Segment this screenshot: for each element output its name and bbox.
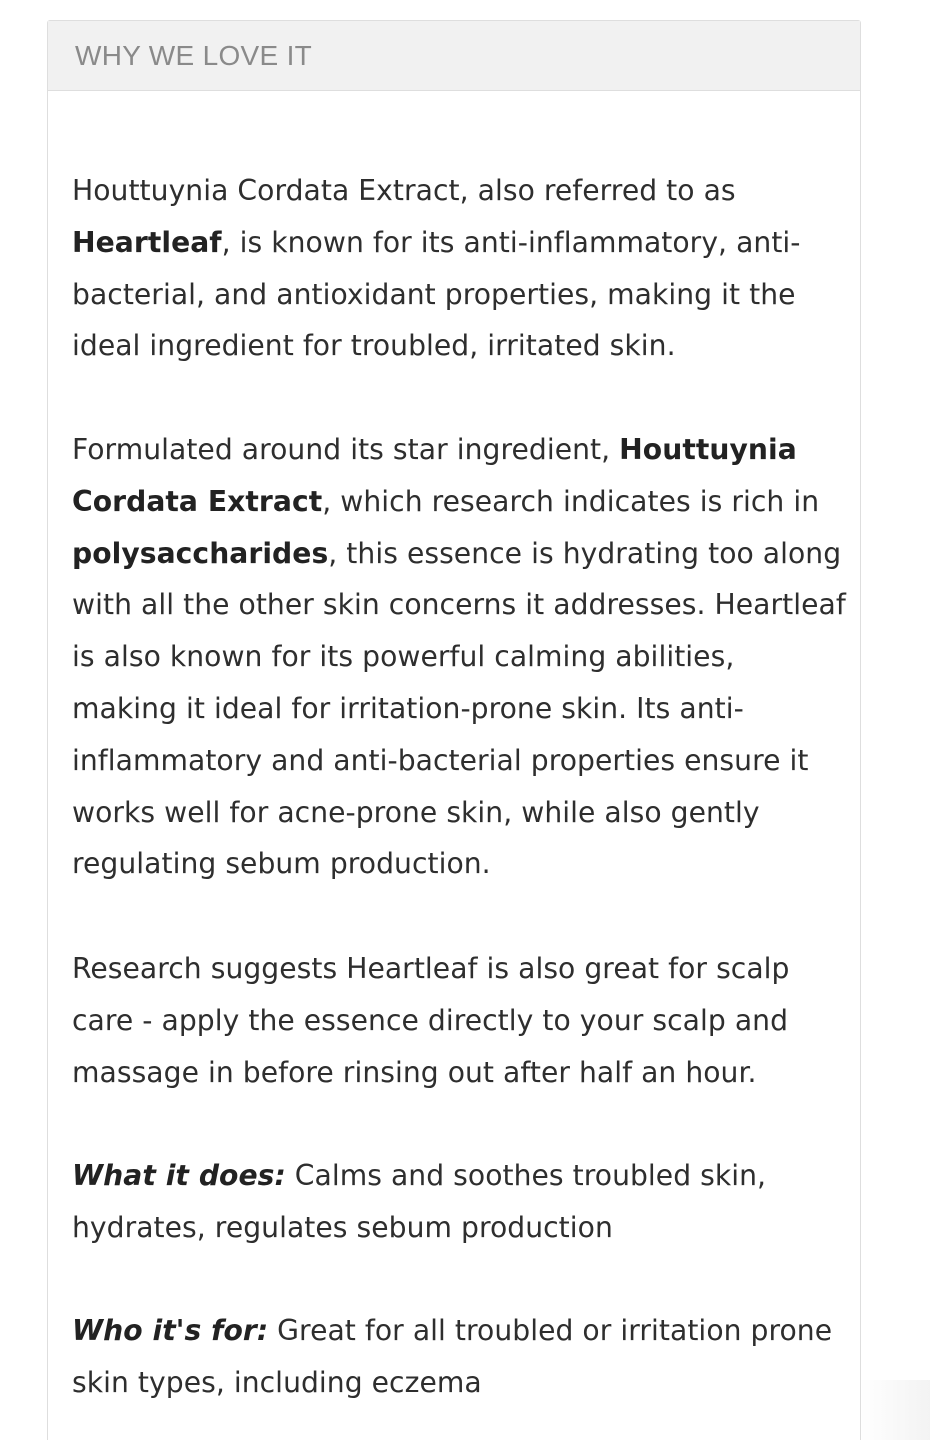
description-paragraph-1 [72, 165, 848, 372]
who-its-for-label: Who it's for: [72, 1314, 269, 1347]
page-edge-shadow [860, 1380, 930, 1440]
what-it-does-paragraph [72, 1150, 848, 1254]
bold-polysaccharides: polysaccharides [72, 536, 329, 570]
why-we-love-it-panel [47, 20, 861, 1440]
panel-header[interactable] [48, 21, 860, 91]
description-paragraph-2 [72, 424, 848, 890]
panel-title: WHY WE LOVE IT [75, 39, 313, 71]
bold-heartleaf: Heartleaf [72, 225, 222, 259]
who-its-for-text: Great for all troubled or irritation prone skin types, including eczema [72, 1314, 833, 1399]
description-paragraph-3: Research suggests Heartleaf is also great for scalp care - apply the essence directly to your scalp and massage in before rinsing out after half an hour. [72, 952, 790, 1089]
who-its-for-paragraph [72, 1305, 848, 1409]
text-segment: Houttuynia Cordata Extract, also referred to as [72, 174, 736, 207]
text-segment: Formulated around its star ingredient, [72, 433, 620, 466]
what-it-does-label: What it does: [72, 1159, 286, 1192]
what-it-does-text: Calms and soothes troubled skin, hydrates, regulates sebum production [72, 1159, 767, 1244]
text-segment: , is known for its anti-inflammatory, anti-bacterial, and antioxidant properties, making it the ideal ingredient for troubled, irritated skin. [72, 225, 801, 363]
text-segment: , which research indicates is rich in [322, 484, 820, 518]
text-segment: , this essence is hydrating too along with all the other skin concerns it addresses. Heartleaf is also known for its powerful calming abilities, making it ideal for irritation-prone skin. Its anti-inflammatory and anti-bacterial properties ensure it works well for acne-prone skin, while also gently regulating sebum production. [72, 536, 846, 881]
bold-houttuynia-cordata-extract: Houttuynia Cordata Extract [72, 433, 797, 518]
